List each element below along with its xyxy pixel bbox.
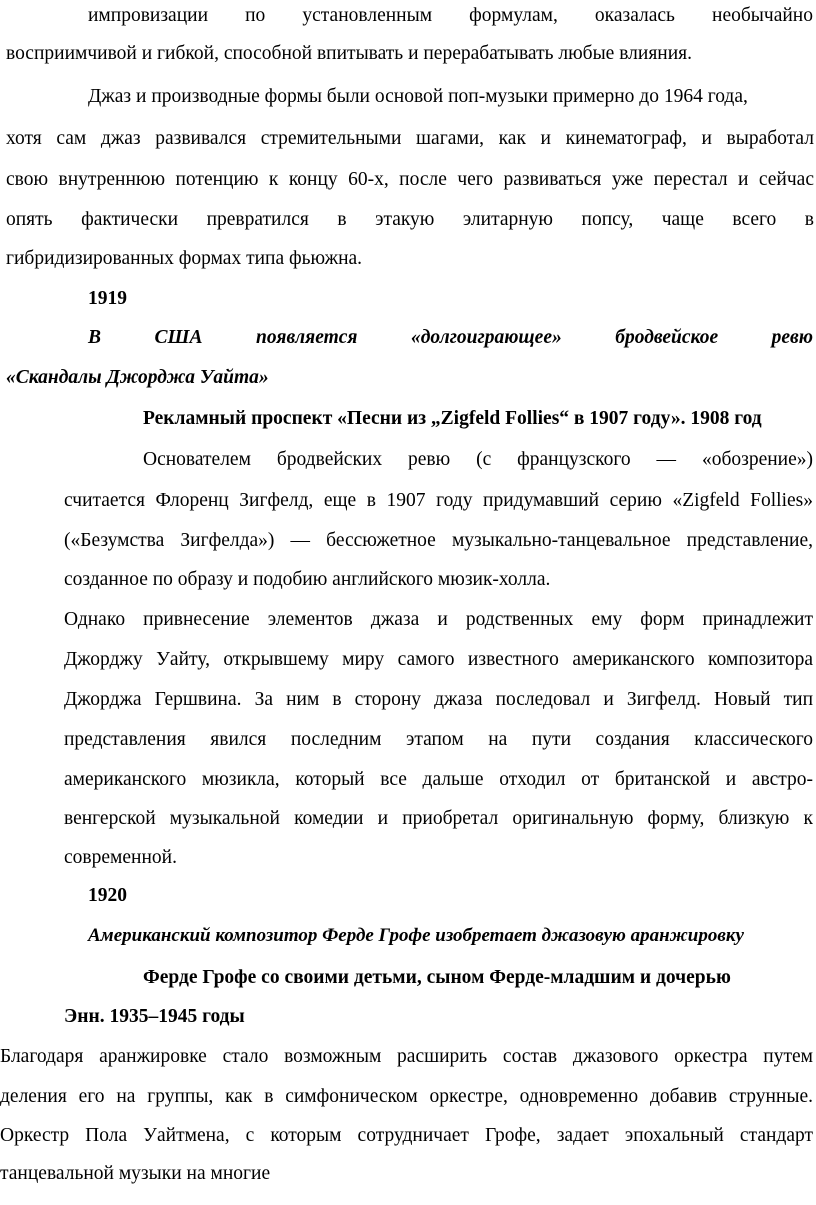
paragraph-line: представления явился последним этапом на пути создания классического	[64, 729, 813, 750]
paragraph-line: Джорджа Гершвина. За ним в сторону джаза последовал и Зигфелд. Новый тип	[64, 689, 813, 710]
paragraph-line: современной.	[64, 847, 177, 868]
year-heading: 1919	[88, 288, 127, 309]
paragraph-line: Основателем бродвейских ревю (с французского — «обозрение»)	[143, 449, 813, 470]
paragraph-line: Джорджу Уайту, открывшему миру самого известного американского композитора	[64, 649, 813, 670]
paragraph-line: американского мюзикла, который все дальше отходил от британской и австро-	[64, 769, 813, 790]
paragraph-line: свою внутреннюю потенцию к концу 60-х, после чего развиваться уже перестал и сейчас	[6, 169, 814, 190]
paragraph-line: деления его на группы, как в симфоническом оркестре, одновременно добавив струнные.	[0, 1086, 813, 1107]
event-heading: «Скандалы Джорджа Уайта»	[6, 367, 269, 388]
year-heading: 1920	[88, 885, 127, 906]
paragraph-line: гибридизированных формах типа фьюжна.	[6, 248, 363, 269]
paragraph-line: созданное по образу и подобию английского мюзик-холла.	[64, 569, 551, 590]
paragraph-line: («Безумства Зигфелда») — бессюжетное музыкально-танцевальное представление,	[64, 530, 813, 551]
event-heading: В США появляется «долгоиграющее» бродвейское ревю	[88, 327, 813, 348]
paragraph-line: импровизации по установленным формулам, оказалась необычайно	[88, 5, 813, 26]
image-caption: Энн. 1935–1945 годы	[64, 1006, 245, 1027]
event-heading: Американский композитор Ферде Грофе изобретает джазовую аранжировку	[88, 925, 744, 946]
paragraph-line: хотя сам джаз развивался стремительными шагами, как и кинематограф, и выработал	[6, 128, 814, 149]
paragraph-line: Благодаря аранжировке стало возможным расширить состав джазового оркестра путем	[0, 1046, 813, 1067]
paragraph-line: Джаз и производные формы были основой поп-музыки примерно до 1964 года,	[88, 86, 748, 107]
paragraph-line: Оркестр Пола Уайтмена, с которым сотрудничает Грофе, задает эпохальный стандарт	[0, 1125, 813, 1146]
paragraph-line: считается Флоренц Зигфелд, еще в 1907 году придумавший серию «Zigfeld Follies»	[64, 490, 813, 511]
paragraph-line: Однако привнесение элементов джаза и родственных ему форм принадлежит	[64, 609, 813, 630]
paragraph-line: восприимчивой и гибкой, способной впитывать и перерабатывать любые влияния.	[6, 43, 693, 64]
image-caption: Рекламный проспект «Песни из „Zigfeld Follies“ в 1907 году». 1908 год	[143, 408, 762, 429]
paragraph-line: танцевальной музыки на многие	[0, 1163, 271, 1184]
image-caption: Ферде Грофе со своими детьми, сыном Ферде-младшим и дочерью	[143, 967, 731, 988]
paragraph-line: венгерской музыкальной комедии и приобретал оригинальную форму, близкую к	[64, 808, 813, 829]
paragraph-line: опять фактически превратился в этакую элитарную попсу, чаще всего в	[6, 209, 814, 230]
